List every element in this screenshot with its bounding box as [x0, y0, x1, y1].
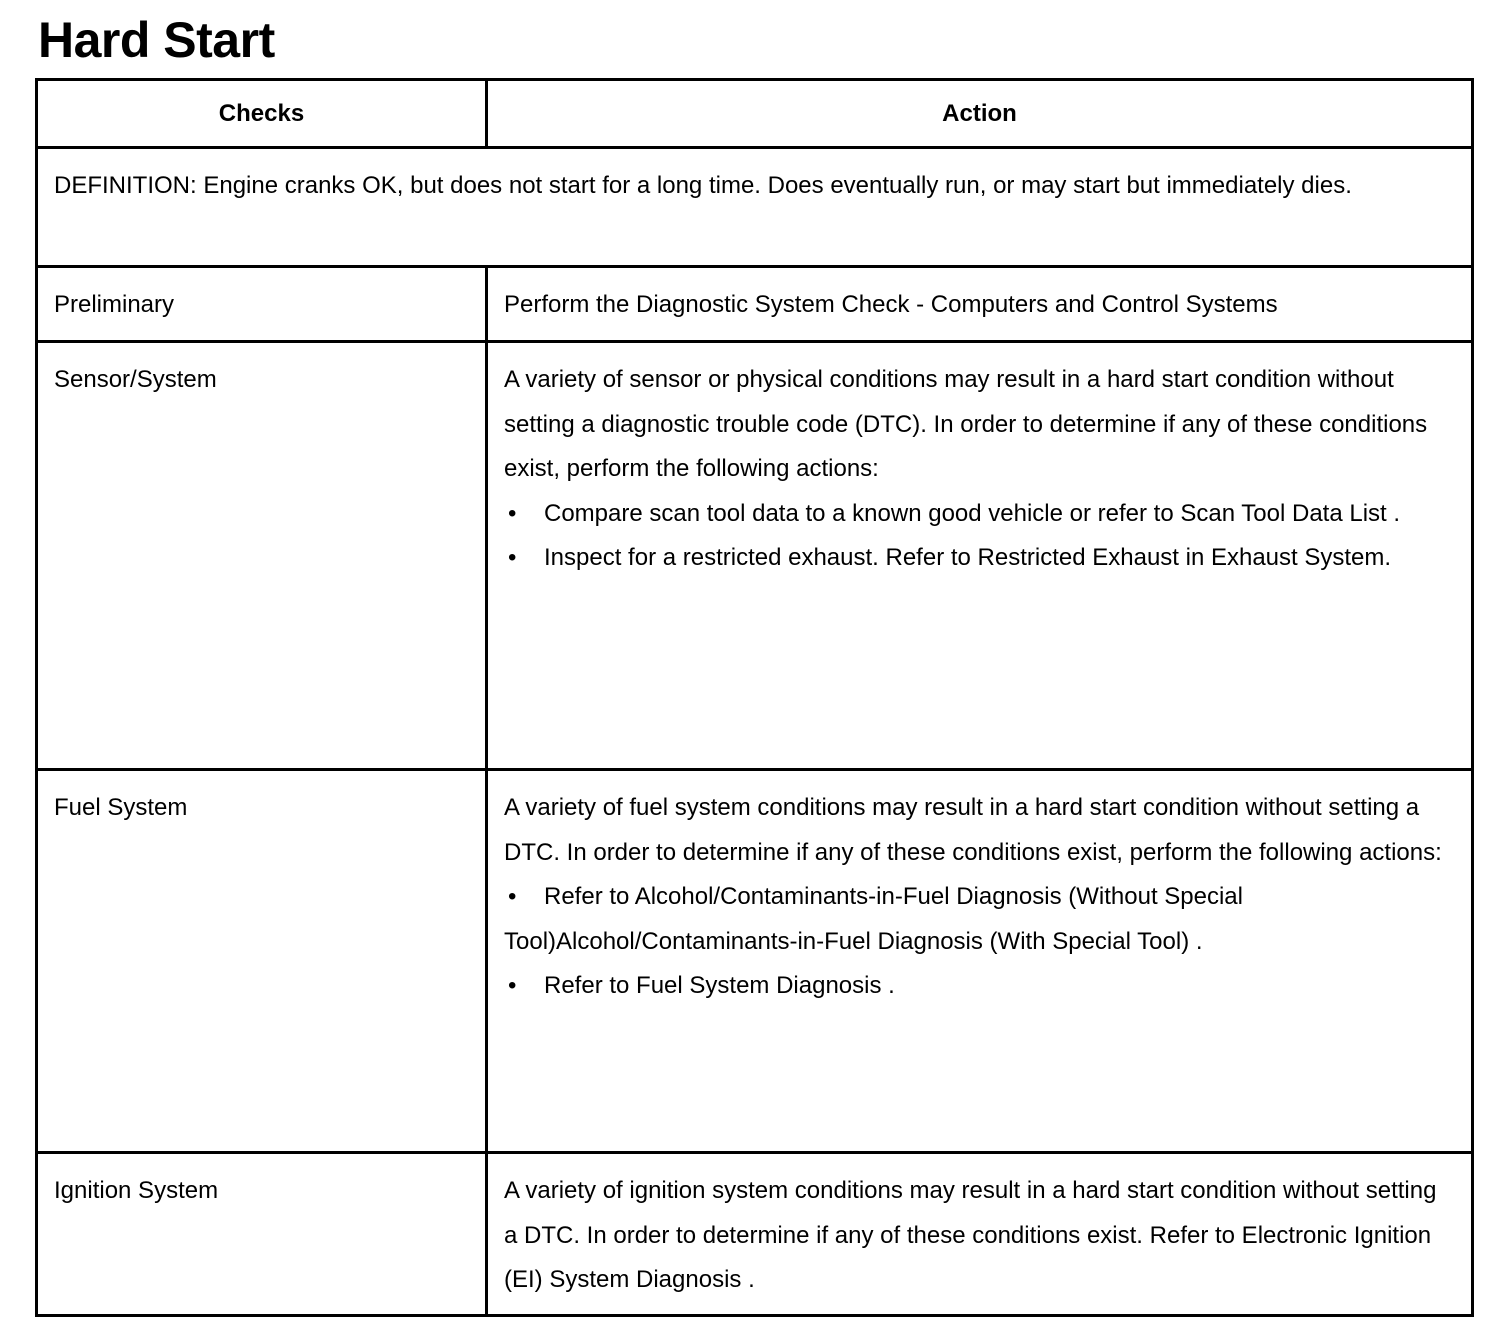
action-cell	[487, 342, 1473, 770]
action-text: A variety of fuel system conditions may result in a hard start condition without setting a DTC. In order to determine if any of these conditions exist, perform the following actions:	[504, 794, 1442, 866]
action-text: A variety of ignition system conditions may result in a hard start condition without setting a DTC. In order to determine if any of these conditions exist. Refer to Electronic Ignition (EI) System Diagnosis .	[504, 1177, 1437, 1293]
bullet-item: • Refer to Alcohol/Contaminants-in-Fuel Diagnosis (Without Special Tool)Alcohol/Contaminants-in-Fuel Diagnosis (With Special Tool) .	[504, 875, 1455, 964]
bullet-item: • Refer to Fuel System Diagnosis .	[504, 964, 1455, 1009]
table-row	[37, 1153, 1473, 1316]
bullet-item: • Inspect for a restricted exhaust. Refer to Restricted Exhaust in Exhaust System.	[504, 536, 1455, 581]
header-action: Action	[487, 80, 1473, 148]
action-cell	[487, 267, 1473, 342]
check-label: Fuel System	[54, 794, 188, 821]
check-cell	[37, 342, 487, 770]
table-row	[37, 267, 1473, 342]
definition-row	[37, 148, 1473, 267]
bullet-glyph: •	[508, 883, 517, 910]
action-text: A variety of sensor or physical conditions may result in a hard start condition without setting a diagnostic trouble code (DTC). In order to determine if any of these conditions exist, perform the following actions:	[504, 366, 1428, 482]
check-cell	[37, 770, 487, 1153]
header-checks: Checks	[37, 80, 487, 148]
action-cell	[487, 1153, 1473, 1316]
check-cell	[37, 1153, 487, 1316]
bullet-glyph: •	[508, 499, 517, 527]
definition-cell	[37, 148, 1473, 267]
bullet-item: • Compare scan tool data to a known good vehicle or refer to Scan Tool Data List .	[504, 492, 1455, 537]
check-label: Preliminary	[54, 291, 175, 318]
definition-text: DEFINITION: Engine cranks OK, but does not start for a long time. Does eventually run, or may start but immediately dies.	[54, 172, 1352, 199]
diagnostic-table	[35, 78, 1474, 1317]
check-label: Sensor/System	[54, 366, 217, 393]
action-text: Perform the Diagnostic System Check - Computers and Control Systems	[504, 291, 1278, 318]
bullet-glyph: •	[508, 972, 517, 999]
action-cell	[487, 770, 1473, 1153]
page-title: Hard Start	[38, 12, 275, 68]
table-row	[37, 770, 1473, 1153]
table-header-row	[37, 80, 1473, 148]
check-label: Ignition System	[54, 1177, 219, 1204]
bullet-glyph: •	[508, 544, 517, 571]
check-cell	[37, 267, 487, 342]
table-row	[37, 342, 1473, 770]
